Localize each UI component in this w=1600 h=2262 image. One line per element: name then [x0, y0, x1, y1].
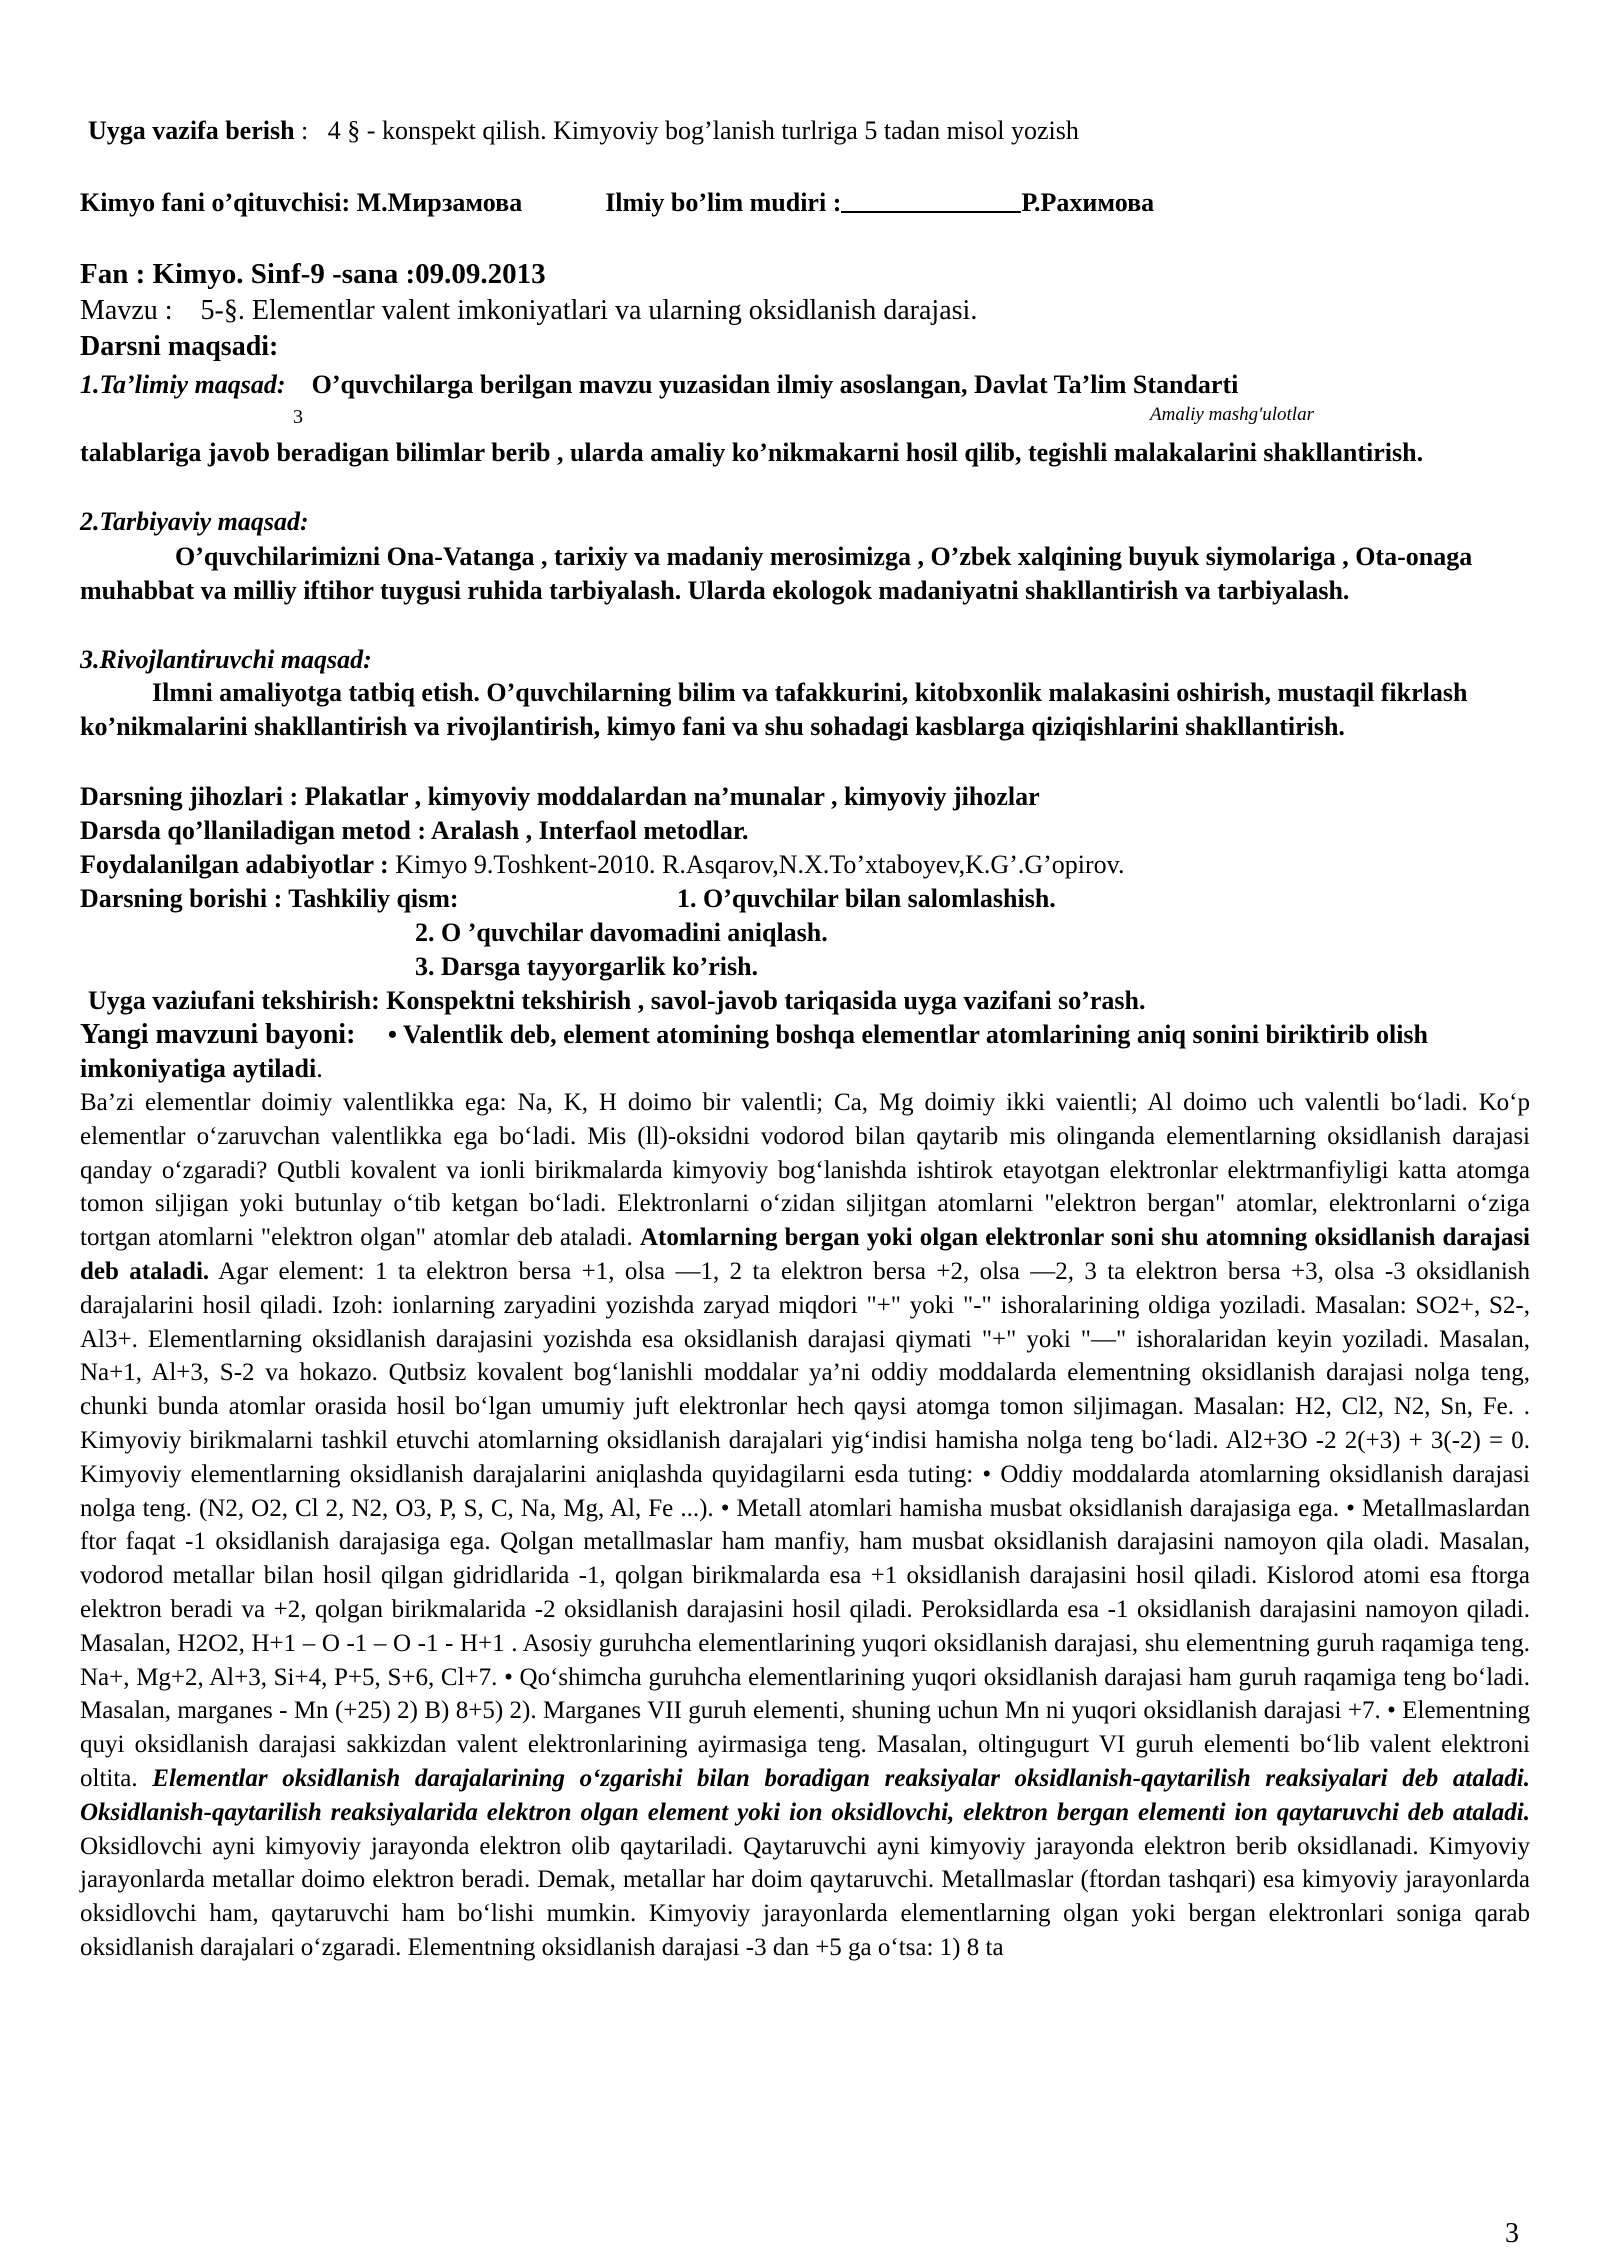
stray-number: 3: [293, 406, 303, 428]
teacher-name: М.Мирзамова: [356, 188, 523, 217]
literature-line: [80, 848, 1530, 882]
body-paragraph-1: Ba’zi elementlar doimiy valentlikka ega: Na, K, H doimo bir valentli; Ca, Mg doimiy ikki vaientli; Al doimo uch valentli bo‘ladi. Ko‘p elementlar o‘zaruvchan valentlikka ega bo‘ladi. Mis (ll)-oksidni vodorod bilan qaytarib mis olinganda elementlarning oksidlanish darajasi qanday o‘zgaradi? Qutbli kovalent va ionli birikmalarda kimyoviy bog‘lanishda ishtirok etayotgan elektronlar elektrmanfiyligi katta atomga tomon siljigan yoki butunlay o‘tib ketgan bo‘ladi. Elektronlarni o‘zidan siljitgan atomlarni "elektron bergan" atomlar, elektronlarni o‘ziga tortgan atomlarni "elektron olgan" atomlar deb ataladi.: [80, 1089, 1530, 1252]
body-paragraph-2: Agar element: 1 ta elektron bersa +1, olsa —1, 2 ta elektron bersa +2, olsa —2, 3 ta elektron bersa +3, olsa -3 oksidlanish darajalarini hosil qiladi. Izoh: ionlarning zaryadini yozishda zaryad miqdori "+" yoki "-" ishoralarining oldiga yoziladi. Masalan: SO2+, S2-, Al3+. Elementlarning oksidlanish darajasini yozishda esa oksidlanish darajasi qiymati "+" yoki "—" ishoralaridan keyin yoziladi. Masalan, Na+1, Al+3, S-2 va hokazo. Qutbsiz kovalent bog‘lanishli moddalar ya’ni oddiy moddalarda elementning oksidlanish darajasi nolga teng, chunki bunda atomlar orasida hosil bo‘lgan umumiy juft elektronlar hech qaysi atomga tomon siljimagan. Masalan: H2, Cl2, N2, Sn, Fe. . Kimyoviy birikmalarni tashkil etuvchi atomlarning oksidlanish darajalari yig‘indisi hamisha nolga teng bo‘ladi. Al2+3O -2 2(+3) + 3(-2) = 0. Kimyoviy elementlarning oksidlanish darajalarini aniqlashda quyidagilarni esda tuting: • Oddiy moddalarda atomlarning oksidlanish darajasi nolga teng. (N2, O2, Cl 2, N2, O3, P, S, C, Na, Mg, Al, Fe ...). • Metall atomlari hamisha musbat oksidlanish darajasiga ega. • Metallmaslardan ftor faqat -1 oksidlanish darajasiga ega. Qolgan metallmaslar ham manfiy, ham musbat oksidlanish darajasini namoyon qila oladi. Masalan, vodorod metallar bilan hosil qilgan gidridlarida -1, qolgan birikmalarda esa +1 oksidlanish darajasini hosil qiladi. Kislorod atomi esa ftorga elektron beradi va +2, qolgan birikmalarida -2 oksidlanish darajasini hosil qiladi. Peroksidlarda esa -1 oksidlanish darajasini namoyon qiladi. Masalan, H2O2, H+1 – O -1 – O -1 - H+1 . Asosiy guruhcha elementlarining yuqori oksidlanish darajasi, shu elementning guruh raqamiga teng. Na+, Mg+2, Al+3, Si+4, P+5, S+6, Cl+7. • Qo‘shimcha guruhcha elementlarining yuqori oksidlanish darajasi ham guruh raqamiga teng bo‘ladi. Masalan, marganes - Mn (+25) 2) B) 8+5) 2). Marganes VII guruh elementi, shuning uchun Mn ni yuqori oksidlanish darajasi +7. • Elementning quyi oksidlanish darajasi sakkizdan valent elektronlarining ayirmasiga teng. Masalan, oltingugurt VI guruh elementi bo‘lib valent elektroni oltita.: [80, 1257, 1530, 1792]
signature-line: [80, 186, 1530, 220]
new-topic: [80, 1018, 1530, 1086]
aim2-label: 2.Tarbiyaviy maqsad:: [80, 507, 309, 536]
homework-label: Uyga vazifa berish: [88, 116, 295, 145]
aim-heading: Darsni maqsadi:: [80, 331, 279, 362]
homework-line: [88, 114, 1538, 148]
topic-text: 5-§. Elementlar valent imkoniyatlari va ularning oksidlanish darajasi.: [200, 295, 978, 326]
equipment: Darsning jihozlari : Plakatlar , kimyoviy moddalardan na’munalar , kimyoviy jihozlar: [80, 782, 1040, 811]
method: Darsda qo’llaniladigan metod : Aralash , Interfaol metodlar.: [80, 816, 749, 845]
aim1-line: [80, 368, 1530, 402]
signature-blank: [841, 187, 1021, 213]
teacher-label: Kimyo fani o’qituvchisi:: [80, 188, 351, 217]
step-3: 3. Darsga tayyorgarlik ko’rish.: [415, 952, 759, 981]
homework-check: Uyga vaziufani tekshirish: Konspektni tekshirish , savol-javob tariqasida uyga vazifani so’rash.: [88, 986, 1146, 1015]
new-topic-definition: • Valentlik deb, element atomining boshqa elementlar atomlarining aniq sonini biriktirib olish imkoniyatiga aytiladi: [80, 1020, 1429, 1083]
body-redox-definition: Elementlar oksidlanish darajalarining o‘zgarishi bilan boradigan reaksiyalar oksidlanish-qaytarilish reaksiyalari deb ataladi. Oksidlanish-qaytarilish reaksiyalarida elektron olgan element yoki ion oksidlovchi, elektron bergan elementi ion qaytaruvchi deb ataladi.: [80, 1764, 1531, 1826]
literature-text: Kimyo 9.Toshkent-2010. R.Asqarov,N.X.To’xtaboyev,K.G’.G’opirov.: [395, 850, 1125, 879]
aim3-text: Ilmni amaliyotga tatbiq etish. O’quvchilarning bilim va tafakkurini, kitobxonlik malakasini oshirish, mustaqil fikrlash ko’nikmalarini shakllantirish va rivojlantirish, kimyo fani va shu sohadagi kasblarga qiziqishlarini shakllantirish.: [80, 678, 1468, 741]
lesson-title: Fan : Kimyo. Sinf-9 -sana :09.09.2013: [80, 258, 546, 290]
head-name: Р.Рахимова: [1021, 188, 1155, 217]
new-topic-label: Yangi mavzuni bayoni:: [80, 1019, 356, 1050]
body-text: [80, 1086, 1530, 1965]
aim2-text: O’quvchilarimizni Ona-Vatanga , tarixiy va madaniy merosimizga , O’zbek xalqining buyuk siymolariga , Ota-onaga muhabbat va milliy iftihor tuygusi ruhida tarbiyalash. Ularda ekologok madaniyatni shakllantirish va tarbiyalash.: [80, 542, 1473, 605]
aim1-label: 1.Ta’limiy maqsad:: [80, 370, 286, 399]
page-number: 3: [1505, 2218, 1519, 2249]
aim3-label: 3.Rivojlantiruvchi maqsad:: [80, 645, 372, 674]
homework-sep: :: [301, 116, 309, 145]
step-1: 1. O’quvchilar bilan salomlashish.: [677, 884, 1056, 913]
aim1-continuation: talablariga javob beradigan bilimlar berib , ularda amaliy ko’nikmakarni hosil qilib, tegishli malakalarini shakllantirish.: [80, 438, 1424, 467]
literature-label: Foydalanilgan adabiyotlar :: [80, 850, 389, 879]
body-definition: Atomlarning bergan yoki olgan elektronlar soni shu atomning oksidlanish darajasi deb ataladi.: [80, 1224, 1531, 1285]
step-2: 2. O ’quvchilar davomadini aniqlash.: [415, 918, 828, 947]
aim1-text: O’quvchilarga berilgan mavzu yuzasidan ilmiy asoslangan, Davlat Ta’lim Standarti: [311, 370, 1239, 399]
new-topic-dot: .: [316, 1054, 323, 1083]
procedure-label: Darsning borishi : Tashkiliy qism:: [80, 884, 459, 913]
topic-label: Mavzu :: [80, 295, 173, 326]
stray-label: Amaliy mashg'ulotlar: [1150, 404, 1314, 425]
head-label: Ilmiy bo’lim mudiri :: [605, 188, 842, 217]
topic-line: [80, 294, 1530, 328]
homework-text: 4 § - konspekt qilish. Kimyoviy bog’lanish turlriga 5 tadan misol yozish: [327, 116, 1079, 145]
body-paragraph-3: Oksidlovchi ayni kimyoviy jarayonda elektron olib qaytariladi. Qaytaruvchi ayni kimyoviy jarayonda elektron berib oksidlanadi. Kimyoviy jarayonlarda metallar doimo elektron beradi. Demak, metallar har doim qaytaruvchi. Metallmaslar (ftordan tashqari) esa kimyoviy jarayonlarda oksidlovchi ham, qaytaruvchi ham bo‘lishi mumkin. Kimyoviy jarayonlarda elementlarning olgan yoki bergan elektronlari soniga qarab oksidlanish darajalari o‘zgaradi. Elementning oksidlanish darajasi -3 dan +5 ga o‘tsa: 1) 8 ta: [80, 1832, 1530, 1961]
